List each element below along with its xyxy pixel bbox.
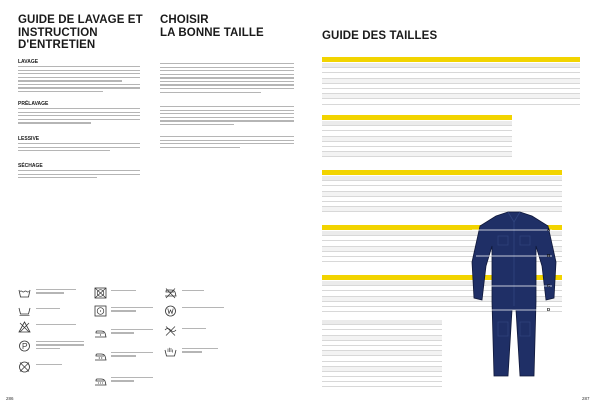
icon-caption — [36, 341, 84, 351]
icon-caption — [111, 307, 153, 314]
measure-marker-d: D — [547, 307, 551, 312]
section-heading-lavage: LAVAGE — [18, 59, 39, 65]
dry-clean-p-icon — [18, 340, 31, 352]
page-number-right: 287 — [582, 396, 590, 401]
page-number-left: 286 — [6, 396, 14, 401]
size-choice-title: CHOISIR LA BONNE TAILLE — [160, 14, 264, 39]
wash-tub-icon — [18, 287, 31, 299]
delicate-wash-icon — [18, 305, 31, 317]
body-text-prelavage — [18, 108, 140, 126]
measure-marker-b: B — [547, 253, 551, 258]
icon-caption — [111, 352, 153, 359]
icon-caption — [182, 328, 216, 331]
body-text-lavage — [18, 66, 140, 95]
icon-caption — [111, 377, 153, 384]
size-table-1 — [322, 57, 580, 105]
care-guide-title: GUIDE DE LAVAGE ET INSTRUCTION D'ENTRETIEN — [18, 14, 143, 51]
icon-caption — [36, 289, 76, 296]
size-choice-text-3 — [160, 136, 294, 150]
size-guide-title: GUIDE DES TAILLES — [322, 30, 438, 42]
icon-caption — [36, 308, 76, 311]
size-table-2 — [322, 115, 512, 157]
professional-wet-clean-icon — [164, 305, 177, 317]
icon-caption — [182, 307, 224, 310]
body-text-lessive — [18, 143, 140, 154]
icon-caption — [182, 290, 214, 293]
size-choice-text-1 — [160, 63, 294, 95]
measure-marker-a: A — [547, 227, 551, 232]
icon-caption — [36, 364, 76, 367]
measure-marker-c: C — [547, 283, 551, 288]
icon-caption — [36, 324, 76, 327]
iron-temp-icon — [94, 328, 107, 340]
body-text-sechage — [18, 170, 140, 181]
icon-caption — [111, 329, 153, 336]
no-iron-icon — [164, 287, 177, 299]
size-choice-text-2 — [160, 106, 294, 127]
no-bleach-icon — [18, 321, 31, 333]
no-wring-icon — [164, 325, 177, 337]
icon-caption — [182, 348, 218, 355]
no-dry-clean-icon — [18, 361, 31, 373]
hand-wash-icon — [164, 346, 177, 358]
section-heading-sechage: SÉCHAGE — [18, 163, 43, 169]
no-tumble-dry-icon — [94, 287, 107, 299]
icon-caption — [111, 290, 147, 293]
iron-temp-icon — [94, 376, 107, 388]
workwear-coverall-figure — [462, 206, 566, 386]
iron-temp-icon — [94, 351, 107, 363]
section-heading-prelavage: PRÉLAVAGE — [18, 101, 49, 107]
tumble-dry-icon — [94, 305, 107, 317]
size-table-6 — [322, 320, 442, 387]
section-heading-lessive: LESSIVE — [18, 136, 40, 142]
